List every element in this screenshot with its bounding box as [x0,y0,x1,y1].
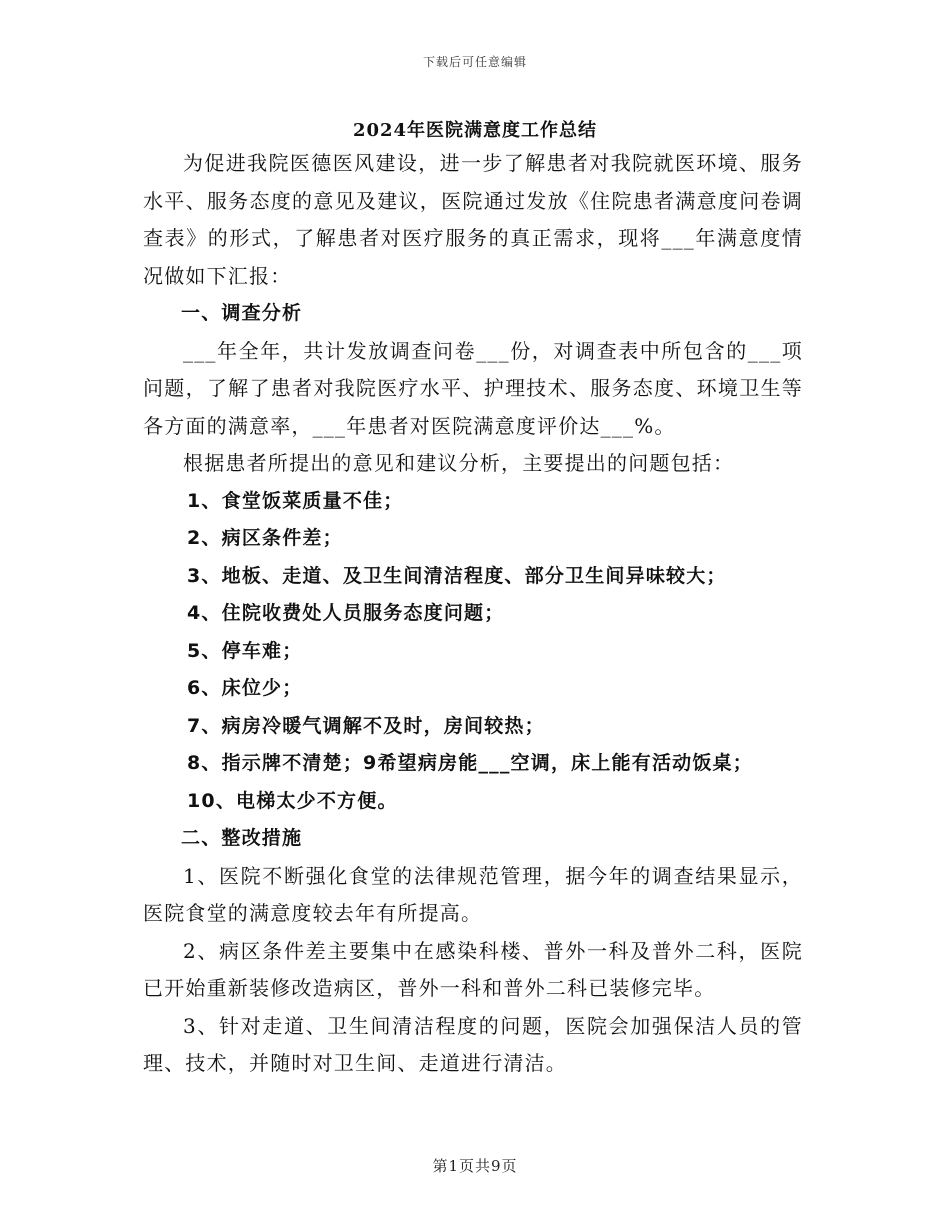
issue-item: 6、床位少； [187,677,303,699]
measure-paragraph: 2、病区条件差主要集中在感染科楼、普外一科及普外二科，医院已开始重新装修改造病区，普外一科和普外二科已装修完毕。 [143,938,803,1000]
issue-item: 8、指示牌不清楚；9希望病房能___空调，床上能有活动饭桌； [187,752,753,774]
issue-item: 2、病区条件差； [187,527,343,549]
issue-item: 10、电梯太少不方便。 [187,789,398,812]
issue-item: 5、停车难； [187,639,303,662]
measure-paragraph: 1、医院不断强化食堂的法律规范管理，据今年的调查结果显示，医院食堂的满意度较去年有所提高。 [143,863,803,925]
section-heading-measures: 二、整改措施 [181,827,303,849]
intro-paragraph: 为促进我院医德医风建设，进一步了解患者对我院就医环境、服务水平、服务态度的意见及建议，医院通过发放《住院患者满意度问卷调查表》的形式，了解患者对医疗服务的真正需求，现将___年满意度情况做如下汇报： [143,151,803,288]
page-number: 第1页共9页 [432,1157,518,1175]
measure-paragraph: 3、针对走道、卫生间清洁程度的问题，医院会加强保洁人员的管理、技术，并随时对卫生间、走道进行清洁。 [143,1013,803,1075]
document-title: 2024年医院满意度工作总结 [352,120,598,141]
issue-item: 4、住院收费处人员服务态度问题； [187,602,505,624]
header-note: 下载后可任意编辑 [422,55,527,69]
document-body [143,145,803,1083]
issues-intro-paragraph: 根据患者所提出的意见和建议分析，主要提出的问题包括： [183,451,735,475]
issue-item: 3、地板、走道、及卫生间清洁程度、部分卫生间异味较大； [187,564,727,587]
section-heading-survey: 一、调查分析 [181,302,303,324]
issue-item: 1、食堂饭菜质量不佳； [187,489,404,512]
survey-paragraph: ___年全年，共计发放调查问卷___份，对调查表中所包含的___项问题，了解了患者对我院医疗水平、护理技术、服务态度、环境卫生等各方面的满意率，___年患者对医院满意度评价达___%。 [143,338,803,438]
issue-item: 7、病房冷暖气调解不及时，房间较热； [187,714,545,737]
